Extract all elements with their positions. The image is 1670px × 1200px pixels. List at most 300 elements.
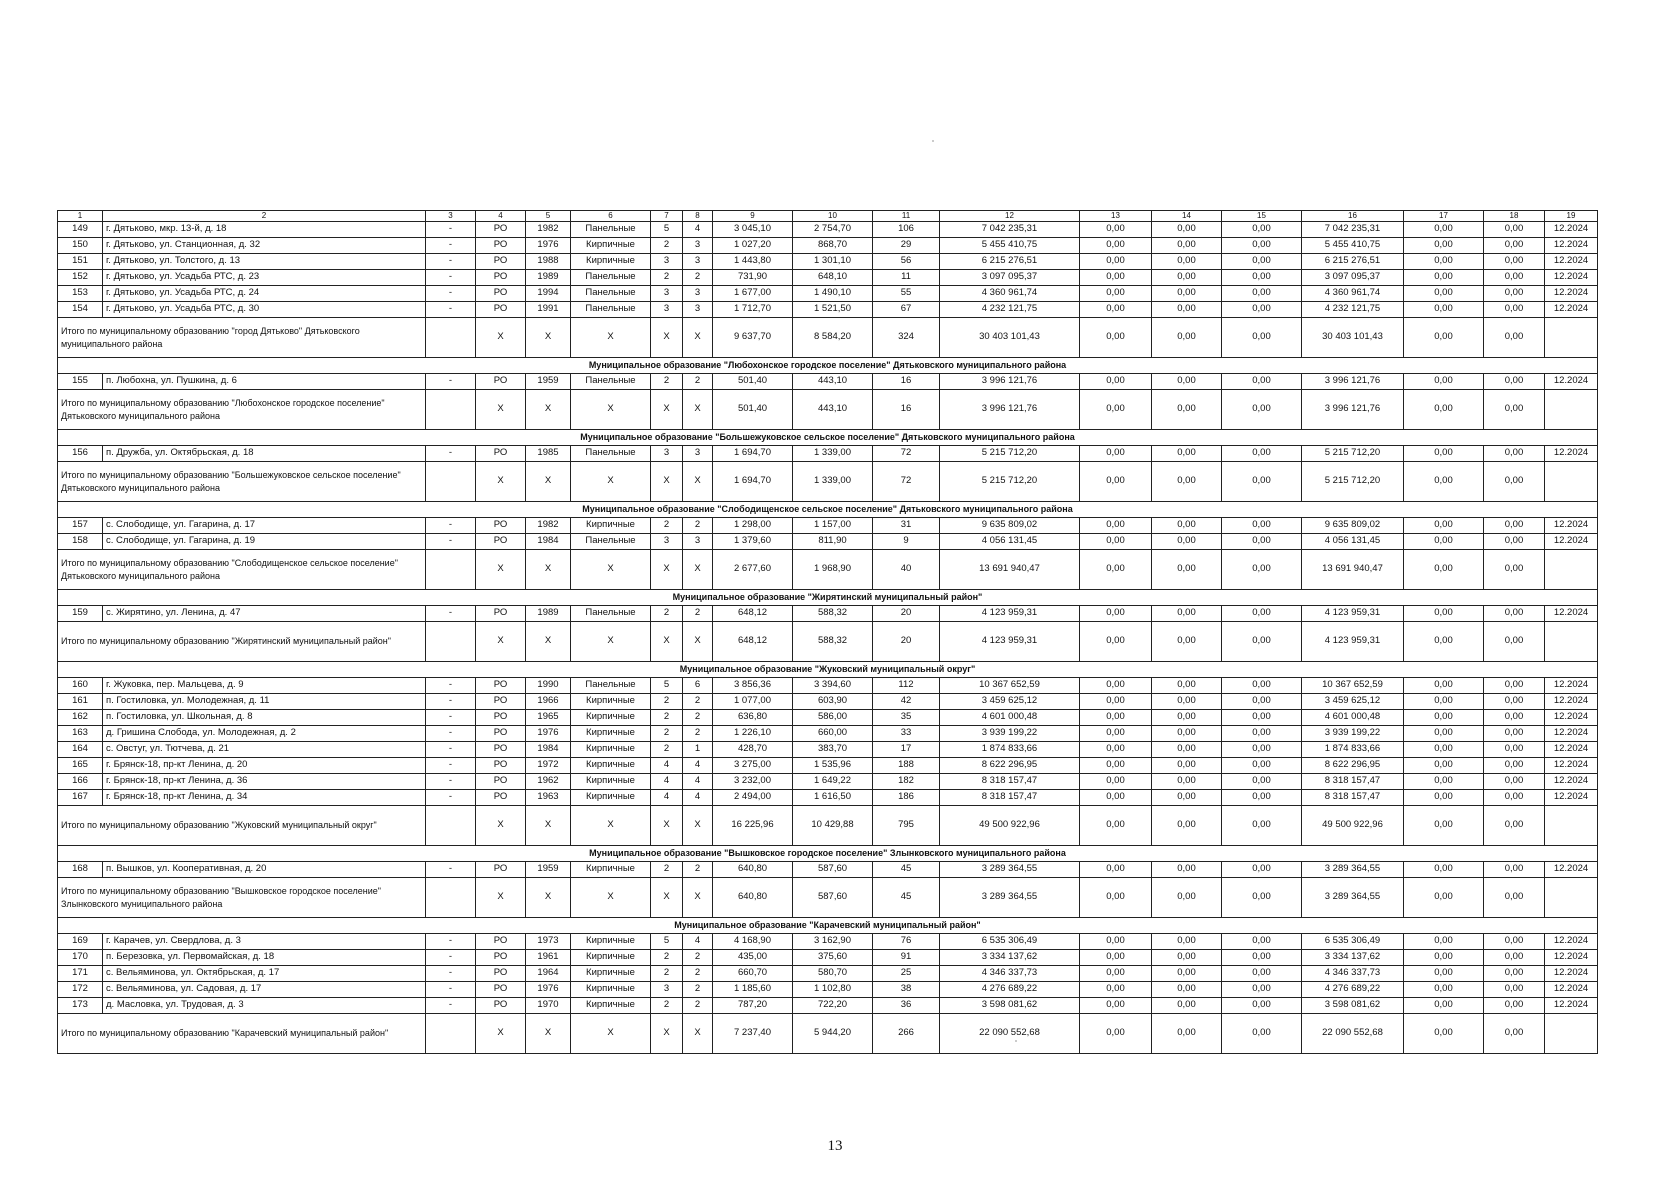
cell-c3: - [426,678,476,694]
cell-c7: 2 [651,374,683,390]
cell-c3: - [426,254,476,270]
address-cell: г. Брянск-18, пр-кт Ленина, д. 36 [103,774,426,790]
cell-c8: 2 [683,694,713,710]
cell-c7: 4 [651,790,683,806]
cell-c11: 11 [873,270,940,286]
cell-c15: 0,00 [1222,622,1302,662]
empty-cell [426,1014,476,1054]
cell-c6: X [571,318,651,358]
cell-c13: 0,00 [1080,806,1152,846]
cell-c8: 4 [683,222,713,238]
cell-c18: 0,00 [1484,878,1545,918]
cell-c8: 4 [683,934,713,950]
cell-c16: 7 042 235,31 [1302,222,1404,238]
cell-c12: 4 056 131,45 [940,534,1080,550]
cell-c6: Кирпичные [571,862,651,878]
cell-c15: 0,00 [1222,710,1302,726]
cell-c5: 1962 [526,774,571,790]
cell-c11: 38 [873,982,940,998]
address-cell: д. Гришина Слобода, ул. Молодежная, д. 2 [103,726,426,742]
section-header-row [58,502,1598,518]
cell-c15: 0,00 [1222,318,1302,358]
cell-c18: 0,00 [1484,222,1545,238]
cell-c19: 12.2024 [1545,950,1598,966]
empty-cell [426,878,476,918]
cell-c8: 3 [683,446,713,462]
cell-c17: 0,00 [1404,254,1484,270]
cell-c7: 3 [651,286,683,302]
cell-c5: 1989 [526,270,571,286]
cell-c11: 45 [873,878,940,918]
cell-c16: 6 215 276,51 [1302,254,1404,270]
cell-c6: Панельные [571,606,651,622]
cell-c16: 8 318 157,47 [1302,774,1404,790]
cell-c17: 0,00 [1404,966,1484,982]
cell-c9: 1 185,60 [713,982,793,998]
cell-c14: 0,00 [1152,390,1222,430]
row-number: 159 [58,606,103,622]
cell-c3: - [426,606,476,622]
cell-c3: - [426,966,476,982]
cell-c9: 2 677,60 [713,550,793,590]
cell-c6: Панельные [571,286,651,302]
cell-c4: X [476,878,526,918]
cell-c17: 0,00 [1404,758,1484,774]
scan-speck [1015,1040,1017,1042]
cell-c13: 0,00 [1080,758,1152,774]
cell-c8: X [683,1014,713,1054]
cell-c3: - [426,222,476,238]
cell-c18: 0,00 [1484,966,1545,982]
cell-c7: 5 [651,678,683,694]
cell-c15: 0,00 [1222,518,1302,534]
scan-speck [932,140,934,142]
cell-c16: 3 459 625,12 [1302,694,1404,710]
cell-c5: 1964 [526,966,571,982]
cell-c17: 0,00 [1404,806,1484,846]
cell-c5: 1966 [526,694,571,710]
table-row [58,726,1598,742]
cell-c16: 9 635 809,02 [1302,518,1404,534]
cell-c10: 443,10 [793,390,873,430]
cell-c19: 12.2024 [1545,934,1598,950]
cell-c13: 0,00 [1080,710,1152,726]
cell-c10: 580,70 [793,966,873,982]
cell-c6: X [571,390,651,430]
cell-c6: Кирпичные [571,998,651,1014]
cell-c15: 0,00 [1222,534,1302,550]
cell-c17: 0,00 [1404,286,1484,302]
cell-c4: РО [476,534,526,550]
cell-c8: X [683,806,713,846]
cell-c13: 0,00 [1080,694,1152,710]
cell-c5: X [526,550,571,590]
cell-c12: 3 598 081,62 [940,998,1080,1014]
cell-c8: 2 [683,950,713,966]
cell-c15: 0,00 [1222,790,1302,806]
cell-c7: X [651,390,683,430]
cell-c5: 1976 [526,726,571,742]
cell-c4: РО [476,518,526,534]
cell-c5: X [526,806,571,846]
cell-c9: 1 677,00 [713,286,793,302]
cell-c18: 0,00 [1484,726,1545,742]
cell-c14: 0,00 [1152,286,1222,302]
section-header-row [58,358,1598,374]
row-number: 152 [58,270,103,286]
cell-c5: X [526,878,571,918]
cell-c3: - [426,726,476,742]
cell-c7: X [651,318,683,358]
cell-c18: 0,00 [1484,238,1545,254]
address-cell: г. Брянск-18, пр-кт Ленина, д. 34 [103,790,426,806]
cell-c9: 640,80 [713,862,793,878]
cell-c19: 12.2024 [1545,534,1598,550]
column-number: 18 [1484,211,1545,222]
cell-c15: 0,00 [1222,862,1302,878]
cell-c8: 2 [683,710,713,726]
row-number: 155 [58,374,103,390]
cell-c5: 1976 [526,238,571,254]
section-title: Муниципальное образование "Карачевский муниципальный район" [58,918,1598,934]
cell-c9: 787,20 [713,998,793,1014]
address-cell: г. Дятьково, ул. Усадьба РТС, д. 24 [103,286,426,302]
cell-c16: 5 215 712,20 [1302,462,1404,502]
cell-c8: 1 [683,742,713,758]
cell-c6: Панельные [571,222,651,238]
cell-c11: 324 [873,318,940,358]
cell-c4: РО [476,966,526,982]
cell-c16: 5 455 410,75 [1302,238,1404,254]
column-number: 17 [1404,211,1484,222]
table-row [58,966,1598,982]
cell-c18: 0,00 [1484,862,1545,878]
cell-c18: 0,00 [1484,1014,1545,1054]
cell-c8: 2 [683,606,713,622]
cell-c13: 0,00 [1080,790,1152,806]
cell-c4: РО [476,998,526,1014]
cell-c13: 0,00 [1080,550,1152,590]
row-number: 163 [58,726,103,742]
cell-c18: 0,00 [1484,518,1545,534]
cell-c16: 4 346 337,73 [1302,966,1404,982]
cell-c15: 0,00 [1222,950,1302,966]
cell-c11: 20 [873,606,940,622]
cell-c6: Кирпичные [571,790,651,806]
cell-c12: 8 318 157,47 [940,774,1080,790]
cell-c6: Кирпичные [571,238,651,254]
cell-c4: РО [476,606,526,622]
cell-c6: Кирпичные [571,710,651,726]
cell-c16: 13 691 940,47 [1302,550,1404,590]
row-number: 168 [58,862,103,878]
cell-c17: 0,00 [1404,534,1484,550]
cell-c18: 0,00 [1484,950,1545,966]
cell-c13: 0,00 [1080,462,1152,502]
row-number: 158 [58,534,103,550]
cell-c14: 0,00 [1152,462,1222,502]
cell-c12: 5 215 712,20 [940,446,1080,462]
table-row [58,238,1598,254]
cell-c19: 12.2024 [1545,710,1598,726]
address-cell: г. Жуковка, пер. Мальцева, д. 9 [103,678,426,694]
cell-c3: - [426,710,476,726]
cell-c12: 4 276 689,22 [940,982,1080,998]
subtotal-row [58,318,1598,358]
cell-c5: 1982 [526,222,571,238]
cell-c19: 12.2024 [1545,238,1598,254]
cell-c9: 648,12 [713,622,793,662]
cell-c16: 6 535 306,49 [1302,934,1404,950]
page-number: 13 [827,1138,843,1154]
cell-c14: 0,00 [1152,742,1222,758]
row-number: 160 [58,678,103,694]
cell-c9: 3 856,36 [713,678,793,694]
cell-c15: 0,00 [1222,878,1302,918]
section-header-row [58,846,1598,862]
cell-c14: 0,00 [1152,374,1222,390]
row-number: 161 [58,694,103,710]
cell-c5: 1965 [526,710,571,726]
cell-c11: 795 [873,806,940,846]
cell-c13: 0,00 [1080,318,1152,358]
cell-c10: 603,90 [793,694,873,710]
cell-c17: 0,00 [1404,270,1484,286]
cell-c7: 3 [651,982,683,998]
address-cell: с. Слободище, ул. Гагарина, д. 19 [103,534,426,550]
column-number: 4 [476,211,526,222]
cell-c3: - [426,374,476,390]
table-row [58,790,1598,806]
empty-cell [426,550,476,590]
cell-c12: 7 042 235,31 [940,222,1080,238]
cell-c12: 4 123 959,31 [940,622,1080,662]
cell-c4: РО [476,774,526,790]
empty-cell [1545,878,1598,918]
cell-c14: 0,00 [1152,774,1222,790]
cell-c11: 29 [873,238,940,254]
cell-c8: 2 [683,726,713,742]
column-number: 3 [426,211,476,222]
cell-c10: 588,32 [793,622,873,662]
cell-c15: 0,00 [1222,270,1302,286]
cell-c4: X [476,318,526,358]
cell-c7: 3 [651,254,683,270]
cell-c10: 1 521,50 [793,302,873,318]
cell-c14: 0,00 [1152,606,1222,622]
address-cell: п. Гостиловка, ул. Школьная, д. 8 [103,710,426,726]
cell-c5: X [526,1014,571,1054]
row-number: 169 [58,934,103,950]
empty-cell [1545,390,1598,430]
row-number: 165 [58,758,103,774]
cell-c6: Кирпичные [571,254,651,270]
cell-c10: 1 968,90 [793,550,873,590]
cell-c5: 1984 [526,534,571,550]
column-number: 12 [940,211,1080,222]
cell-c14: 0,00 [1152,998,1222,1014]
table-row [58,694,1598,710]
cell-c4: РО [476,862,526,878]
cell-c11: 31 [873,518,940,534]
cell-c14: 0,00 [1152,238,1222,254]
cell-c11: 106 [873,222,940,238]
cell-c4: РО [476,286,526,302]
cell-c12: 13 691 940,47 [940,550,1080,590]
cell-c10: 1 535,96 [793,758,873,774]
row-number: 166 [58,774,103,790]
cell-c12: 5 455 410,75 [940,238,1080,254]
row-number: 162 [58,710,103,726]
cell-c11: 91 [873,950,940,966]
cell-c12: 3 334 137,62 [940,950,1080,966]
cell-c10: 722,20 [793,998,873,1014]
column-number: 5 [526,211,571,222]
cell-c11: 76 [873,934,940,950]
cell-c4: X [476,550,526,590]
empty-cell [1545,318,1598,358]
table-row [58,934,1598,950]
cell-c13: 0,00 [1080,742,1152,758]
column-number: 1 [58,211,103,222]
row-number: 173 [58,998,103,1014]
cell-c6: Кирпичные [571,982,651,998]
address-cell: с. Вельяминова, ул. Октябрьская, д. 17 [103,966,426,982]
cell-c4: РО [476,950,526,966]
row-number: 156 [58,446,103,462]
cell-c12: 4 346 337,73 [940,966,1080,982]
cell-c12: 1 874 833,66 [940,742,1080,758]
cell-c13: 0,00 [1080,950,1152,966]
row-number: 149 [58,222,103,238]
subtotal-label: Итого по муниципальному образованию "Слободищенское сельское поселение" Дятьковского муниципального района [58,550,426,590]
cell-c10: 586,00 [793,710,873,726]
cell-c8: 2 [683,966,713,982]
cell-c6: X [571,1014,651,1054]
empty-cell [1545,806,1598,846]
empty-cell [1545,1014,1598,1054]
cell-c16: 22 090 552,68 [1302,1014,1404,1054]
table-row [58,254,1598,270]
cell-c6: Панельные [571,534,651,550]
cell-c18: 0,00 [1484,622,1545,662]
cell-c14: 0,00 [1152,862,1222,878]
cell-c15: 0,00 [1222,982,1302,998]
cell-c5: 1982 [526,518,571,534]
table-row [58,774,1598,790]
cell-c3: - [426,270,476,286]
cell-c6: Панельные [571,302,651,318]
cell-c6: Кирпичные [571,774,651,790]
cell-c12: 9 635 809,02 [940,518,1080,534]
cell-c19: 12.2024 [1545,286,1598,302]
cell-c18: 0,00 [1484,758,1545,774]
cell-c13: 0,00 [1080,286,1152,302]
cell-c4: РО [476,302,526,318]
subtotal-row [58,390,1598,430]
cell-c17: 0,00 [1404,726,1484,742]
cell-c9: 1 226,10 [713,726,793,742]
cell-c14: 0,00 [1152,518,1222,534]
cell-c16: 3 097 095,37 [1302,270,1404,286]
cell-c15: 0,00 [1222,678,1302,694]
cell-c7: 3 [651,446,683,462]
cell-c6: X [571,622,651,662]
cell-c7: X [651,878,683,918]
cell-c9: 9 637,70 [713,318,793,358]
cell-c5: 1961 [526,950,571,966]
cell-c3: - [426,998,476,1014]
address-cell: п. Любохна, ул. Пушкина, д. 6 [103,374,426,390]
cell-c14: 0,00 [1152,806,1222,846]
cell-c19: 12.2024 [1545,254,1598,270]
cell-c8: 2 [683,518,713,534]
cell-c18: 0,00 [1484,390,1545,430]
cell-c8: 2 [683,862,713,878]
cell-c18: 0,00 [1484,742,1545,758]
cell-c11: 16 [873,390,940,430]
cell-c8: X [683,318,713,358]
cell-c9: 1 712,70 [713,302,793,318]
subtotal-label: Итого по муниципальному образованию "Жирятинский муниципальный район" [58,622,426,662]
cell-c15: 0,00 [1222,446,1302,462]
cell-c6: X [571,550,651,590]
cell-c17: 0,00 [1404,950,1484,966]
subtotal-row [58,806,1598,846]
column-number: 11 [873,211,940,222]
cell-c3: - [426,286,476,302]
column-number: 15 [1222,211,1302,222]
cell-c6: Панельные [571,270,651,286]
cell-c18: 0,00 [1484,694,1545,710]
address-cell: п. Гостиловка, ул. Молодежная, д. 11 [103,694,426,710]
cell-c5: 1985 [526,446,571,462]
empty-cell [426,806,476,846]
address-cell: с. Вельяминова, ул. Садовая, д. 17 [103,982,426,998]
cell-c19: 12.2024 [1545,742,1598,758]
cell-c16: 3 289 364,55 [1302,862,1404,878]
cell-c6: Панельные [571,446,651,462]
empty-cell [1545,622,1598,662]
cell-c6: Кирпичные [571,950,651,966]
cell-c7: 5 [651,222,683,238]
cell-c9: 731,90 [713,270,793,286]
subtotal-row [58,878,1598,918]
cell-c19: 12.2024 [1545,694,1598,710]
cell-c13: 0,00 [1080,878,1152,918]
cell-c15: 0,00 [1222,966,1302,982]
cell-c5: 1990 [526,678,571,694]
subtotal-label: Итого по муниципальному образованию "Большежуковское сельское поселение" Дятьковского муниципального района [58,462,426,502]
cell-c9: 435,00 [713,950,793,966]
cell-c11: 56 [873,254,940,270]
cell-c12: 8 622 296,95 [940,758,1080,774]
cell-c14: 0,00 [1152,950,1222,966]
column-number: 9 [713,211,793,222]
cell-c6: Кирпичные [571,758,651,774]
cell-c6: X [571,462,651,502]
cell-c5: 1991 [526,302,571,318]
cell-c16: 3 939 199,22 [1302,726,1404,742]
cell-c14: 0,00 [1152,270,1222,286]
cell-c19: 12.2024 [1545,518,1598,534]
cell-c13: 0,00 [1080,622,1152,662]
table-row [58,982,1598,998]
cell-c16: 4 360 961,74 [1302,286,1404,302]
cell-c11: 25 [873,966,940,982]
cell-c7: 5 [651,934,683,950]
cell-c5: 1984 [526,742,571,758]
